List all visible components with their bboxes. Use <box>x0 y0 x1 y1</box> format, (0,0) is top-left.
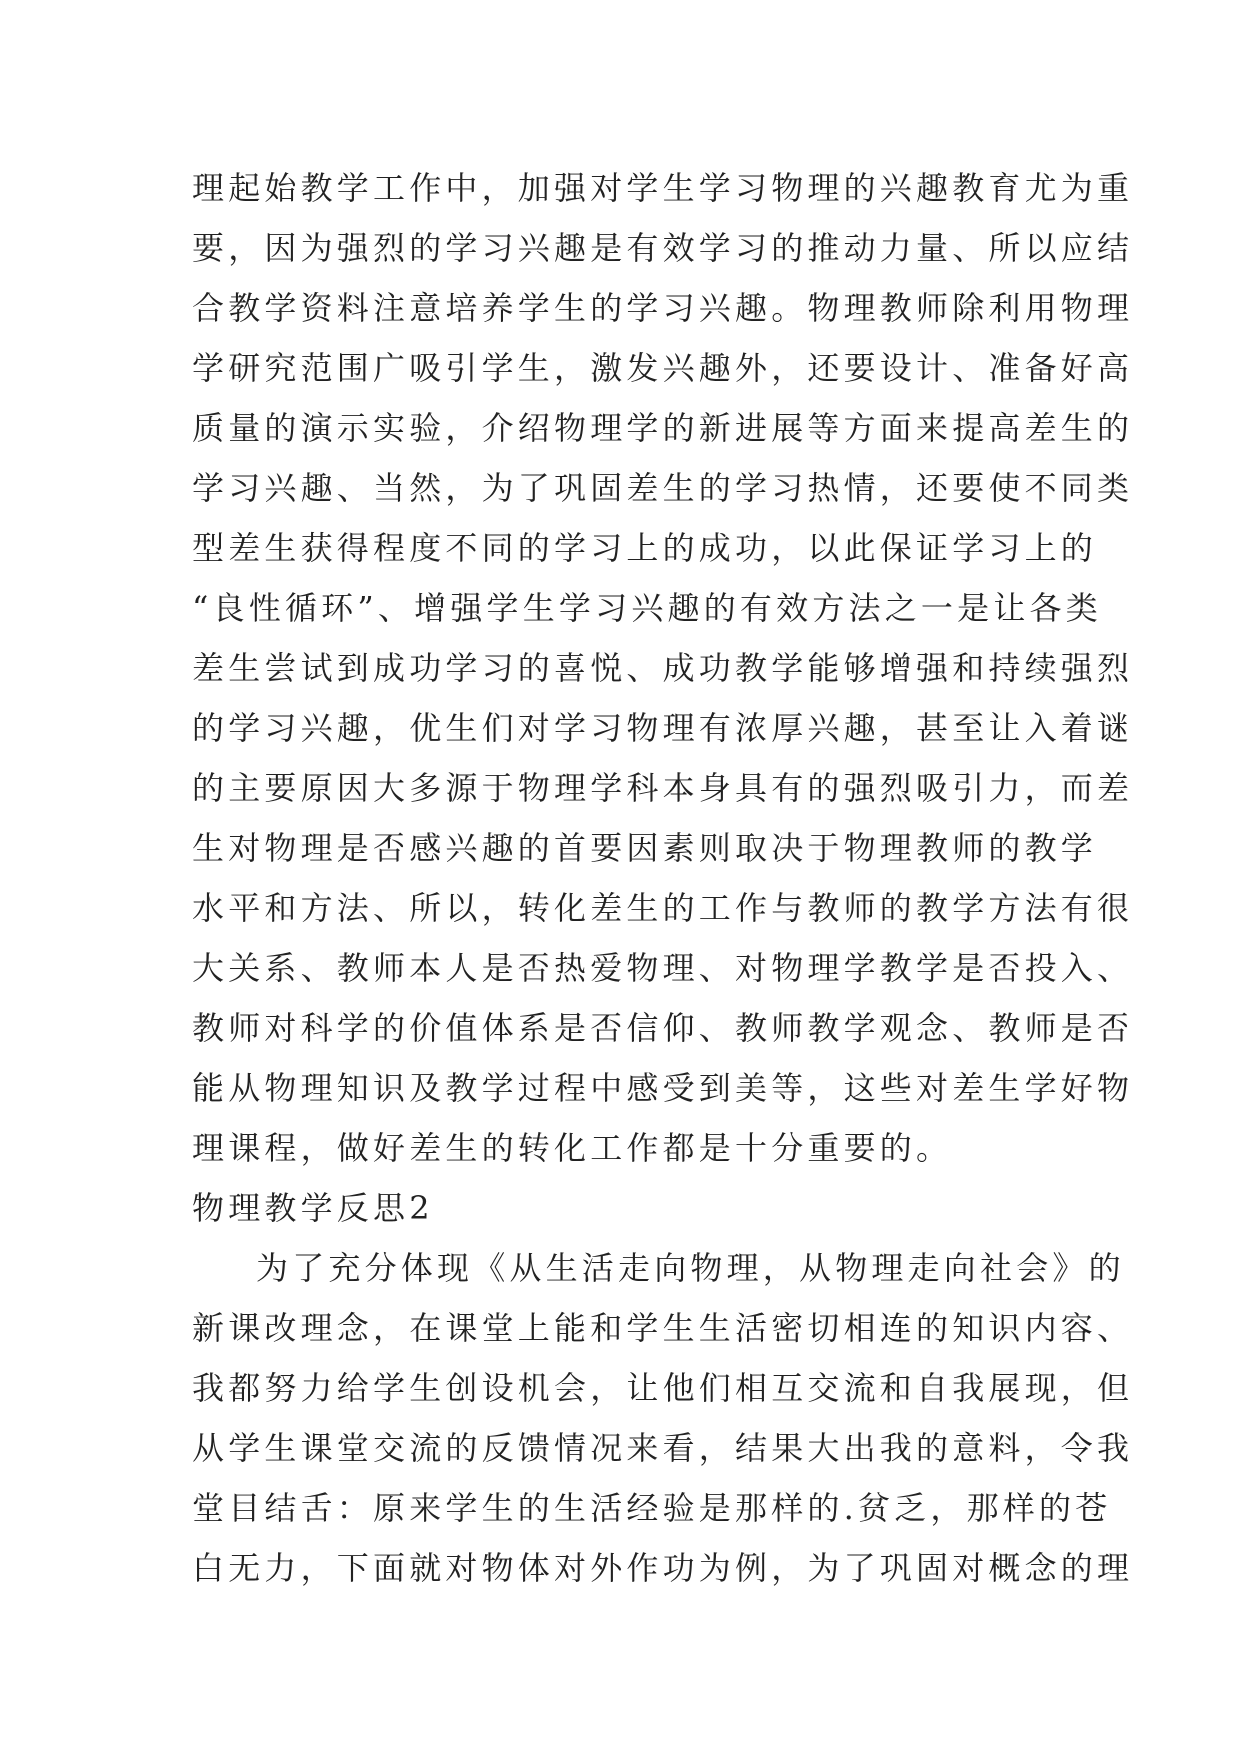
section-paragraph-line: 从学生课堂交流的反馈情况来看，结果大出我的意料，令我 <box>192 1429 1134 1467</box>
section-paragraph-line: 新课改理念，在课堂上能和学生生活密切相连的知识内容、 <box>192 1309 1134 1347</box>
paragraph-line: 差生尝试到成功学习的喜悦、成功教学能够增强和持续强烈 <box>192 649 1134 687</box>
paragraph-line: 要，因为强烈的学习兴趣是有效学习的推动力量、所以应结 <box>192 229 1134 267</box>
paragraph-line: 型差生获得程度不同的学习上的成功，以此保证学习上的 <box>192 529 1098 567</box>
paragraph-line: 的学习兴趣，优生们对学习物理有浓厚兴趣，甚至让入着谜 <box>192 709 1134 747</box>
paragraph-line: 生对物理是否感兴趣的首要因素则取决于物理教师的教学 <box>192 829 1098 867</box>
paragraph-line: 大关系、教师本人是否热爱物理、对物理学教学是否投入、 <box>192 949 1134 987</box>
paragraph-line: 水平和方法、所以，转化差生的工作与教师的教学方法有很 <box>192 889 1134 927</box>
document-body <box>192 158 1134 1598</box>
paragraph-line: 学研究范围广吸引学生，激发兴趣外，还要设计、准备好高 <box>192 349 1134 387</box>
section-paragraph-line: 我都努力给学生创设机会，让他们相互交流和自我展现，但 <box>192 1369 1134 1407</box>
paragraph-line: 质量的演示实验，介绍物理学的新进展等方面来提高差生的 <box>192 409 1134 447</box>
paragraph-line: “良性循环”、增强学生学习兴趣的有效方法之一是让各类 <box>192 589 1102 627</box>
paragraph-line: 的主要原因大多源于物理学科本身具有的强烈吸引力，而差 <box>192 769 1134 807</box>
section-paragraph-line: 白无力，下面就对物体对外作功为例，为了巩固对概念的理 <box>192 1549 1134 1587</box>
paragraph-line: 学习兴趣、当然，为了巩固差生的学习热情，还要使不同类 <box>192 469 1134 507</box>
paragraph-line: 合教学资料注意培养学生的学习兴趣。物理教师除利用物理 <box>192 289 1134 327</box>
paragraph-line: 理起始教学工作中，加强对学生学习物理的兴趣教育尤为重 <box>192 169 1134 207</box>
section-title: 物理教学反思2 <box>192 1189 434 1227</box>
paragraph-line: 教师对科学的价值体系是否信仰、教师教学观念、教师是否 <box>192 1009 1134 1047</box>
section-paragraph-line: 为了充分体现《从生活走向物理，从物理走向社会》的 <box>256 1249 1125 1287</box>
section-paragraph-line: 堂目结舌：原来学生的生活经验是那样的.贫乏，那样的苍 <box>192 1489 1112 1527</box>
paragraph-line: 理课程，做好差生的转化工作都是十分重要的。 <box>192 1129 953 1167</box>
paragraph-line: 能从物理知识及教学过程中感受到美等，这些对差生学好物 <box>192 1069 1134 1107</box>
